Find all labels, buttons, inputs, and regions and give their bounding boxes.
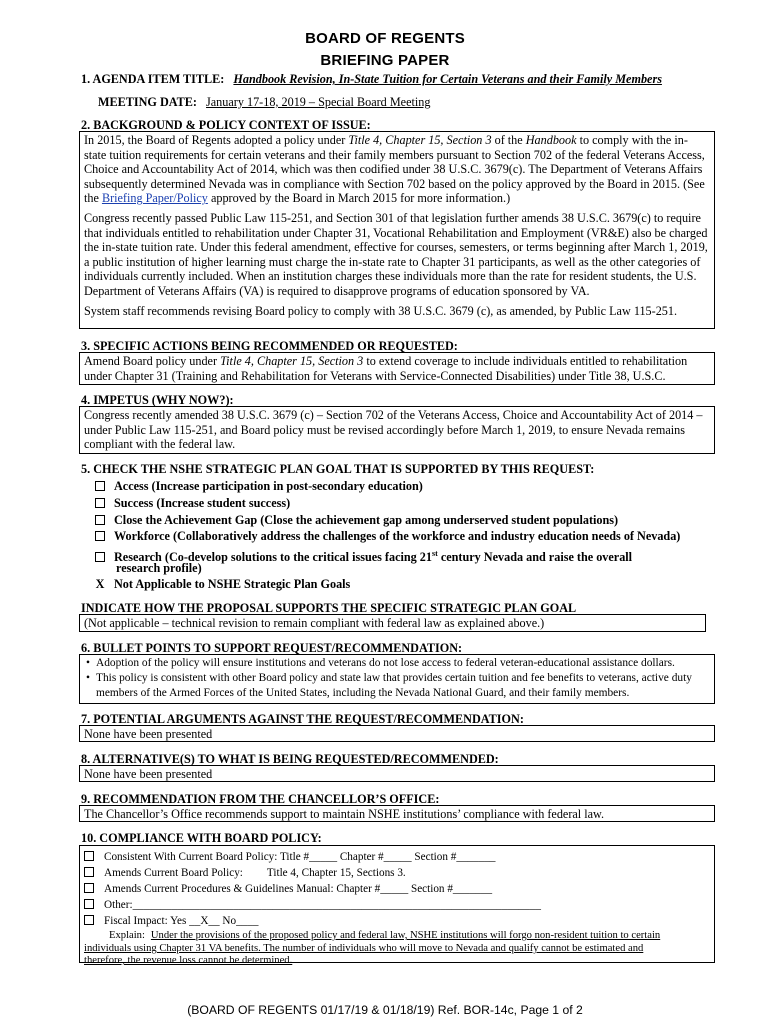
compliance-fiscal-impact-row: Fiscal Impact: Yes __X__ No____ [84, 914, 258, 928]
goal-not-applicable: X Not Applicable to NSHE Strategic Plan Goals [95, 577, 351, 591]
compliance-other-row: Other:_________________________________________________________________________ [84, 898, 541, 912]
section-6-box [79, 654, 715, 704]
agenda-item-title [81, 72, 662, 87]
agenda-label: 1. AGENDA ITEM TITLE: [81, 72, 225, 86]
chancellor-recommendation-text: The Chancellor’s Office recommends support to maintain NSHE institutions’ compliance with federal law. [84, 807, 605, 821]
section-8-heading: 8. ALTERNATIVE(S) TO WHAT IS BEING REQUESTED/RECOMMENDED: [81, 752, 499, 766]
section-2-heading: 2. BACKGROUND & POLICY CONTEXT OF ISSUE: [81, 118, 371, 132]
doc-title: BOARD OF REGENTS [305, 30, 465, 47]
section-3-heading: 3. SPECIFIC ACTIONS BEING RECOMMENDED OR REQUESTED: [81, 339, 458, 353]
section-10-heading: 10. COMPLIANCE WITH BOARD POLICY: [81, 831, 322, 845]
compliance-amends-policy-row: Amends Current Board Policy: Title 4, Chapter 15, Sections 3. [84, 866, 406, 880]
arguments-text: None have been presented [84, 727, 213, 741]
goal-research-checkbox[interactable] [95, 552, 105, 562]
meeting-value: January 17-18, 2019 – Special Board Meeting [206, 95, 431, 109]
section-4-heading: 4. IMPETUS (WHY NOW?): [81, 393, 234, 407]
indicate-box [79, 614, 706, 632]
section-9-box [79, 805, 715, 822]
goal-research: Research (Co-develop solutions to the critical issues facing 21st century Nevada and raise the overall [95, 546, 632, 565]
indicate-heading: INDICATE HOW THE PROPOSAL SUPPORTS THE SPECIFIC STRATEGIC PLAN GOAL [81, 601, 577, 615]
agenda-value: Handbook Revision, In-State Tuition for Certain Veterans and their Family Members [233, 72, 662, 86]
bullet-point-1: • Adoption of the policy will ensure institutions and veterans do not lose access to federal veteran-educational assistance dollars. [84, 656, 710, 670]
doc-subtitle: BRIEFING PAPER [320, 52, 450, 69]
fiscal-explain-line-3: therefore, the revenue loss cannot be determined. [84, 955, 293, 966]
fiscal-explain-line-2: individuals using Chapter 31 VA benefits. The number of individuals who will move to Nevada and qualify cannot be estimated and [84, 943, 644, 954]
section-3-box [79, 352, 715, 385]
page-footer: (BOARD OF REGENTS 01/17/19 & 01/18/19) Ref. BOR-14c, Page 1 of 2 [187, 1003, 583, 1017]
goal-research-cont: research profile) [116, 561, 202, 575]
goal-access: Access (Increase participation in post-secondary education) [95, 479, 423, 494]
briefing-paper-link[interactable]: Briefing Paper/Policy [101, 191, 208, 206]
section-7-box [79, 725, 715, 742]
compliance-consistent-row: Consistent With Current Board Policy: Title #_____ Chapter #_____ Section #_______ [84, 850, 496, 864]
section-4-box [79, 406, 715, 454]
bullet-point-2: • This policy is consistent with other Board policy and state law that provides certain tuition and fee benefits to veterans, active duty members of the Armed Forces of the United States, including the Nevada National Guard, and their family members. [84, 671, 710, 700]
compliance-other-checkbox[interactable] [84, 899, 94, 909]
background-paragraph-1: In 2015, the Board of Regents adopted a policy under Title 4, Chapter 15, Section 3 of the Handbook to comply with the in-state tuition requirements for certain veterans and their family members pursuant to Section 702 of the federal Veterans Access, Choice and Accountability Act of 2014, which was then codified under 38 U.S.C. 3679(c). The Department of Veterans Affairs subsequently determined Nevada was in compliance with Section 702 based on the policy approved by the Board in 2015. (See the Briefing Paper/Policy approved by the Board in March 2015 for more information.) [84, 133, 705, 206]
goal-success-checkbox[interactable] [95, 498, 105, 508]
goal-achievement-gap: Close the Achievement Gap (Close the achievement gap among underserved student populations) [95, 513, 618, 528]
not-applicable-x-mark[interactable]: X [95, 577, 105, 591]
compliance-amends-procedures-checkbox[interactable] [84, 883, 94, 893]
impetus-text: Congress recently amended 38 U.S.C. 3679 (c) – Section 702 of the Veterans Access, Choice and Accountability Act of 2014 – under Public Law 115-251, and Board policy must be revised accordingly before March 1, 2019, to ensure Nevada remains compliant with the federal law. [84, 408, 703, 452]
fiscal-explain-line-1: Explain: Under the provisions of the proposed policy and federal law, NSHE institutions will forgo non-resident tuition to certain [109, 930, 661, 941]
compliance-fiscal-impact-checkbox[interactable] [84, 915, 94, 925]
meeting-date [98, 95, 624, 110]
goal-workforce: Workforce (Collaboratively address the challenges of the workforce and industry education needs of Nevada) [95, 529, 680, 544]
goal-achievement-gap-checkbox[interactable] [95, 515, 105, 525]
recommended-action: Amend Board policy under Title 4, Chapter 15, Section 3 to extend coverage to include individuals entitled to rehabilitation under Chapter 31 (Training and Rehabilitation for Veterans with Service-Connected Disabilities) under Title 38, U.S.C. [84, 354, 688, 383]
goal-success: Success (Increase student success) [95, 496, 290, 511]
alternatives-text: None have been presented [84, 767, 213, 781]
background-paragraph-3: System staff recommends revising Board policy to comply with 38 U.S.C. 3679 (c), as amended, by Public Law 115-251. [84, 303, 678, 318]
background-paragraph-2: Congress recently passed Public Law 115-251, and Section 301 of that legislation further amends 38 U.S.C. 3679(c) to require that individuals entitled to rehabilitation under Chapter 31, Vocational Rehabilitation and Employment (VR&E) also be charged the in-state tuition rate. Under this federal amendment, effective for courses, semesters, or terms beginning after March 1, 2019, a public institution of higher learning must charge the in-state rate to Chapter 31 participants, as well as the other categories of individuals currently included. When an institution charges these individuals more than the rate for resident students, the U.S. Department of Veterans Affairs (VA) is required to disapprove programs of education sponsored by VA. [84, 210, 708, 298]
section-2-box [79, 131, 715, 329]
section-8-box [79, 765, 715, 782]
compliance-consistent-checkbox[interactable] [84, 851, 94, 861]
goal-workforce-checkbox[interactable] [95, 531, 105, 541]
section-6-heading: 6. BULLET POINTS TO SUPPORT REQUEST/RECOMMENDATION: [81, 641, 463, 655]
section-5-heading: 5. CHECK THE NSHE STRATEGIC PLAN GOAL THAT IS SUPPORTED BY THIS REQUEST: [81, 462, 595, 476]
goal-access-checkbox[interactable] [95, 481, 105, 491]
meeting-label: MEETING DATE: [98, 95, 197, 109]
section-7-heading: 7. POTENTIAL ARGUMENTS AGAINST THE REQUEST/RECOMMENDATION: [81, 712, 524, 726]
indicate-text: (Not applicable – technical revision to remain compliant with federal law as explained above.) [84, 616, 545, 630]
compliance-amends-procedures-row: Amends Current Procedures & Guidelines Manual: Chapter #_____ Section #_______ [84, 882, 492, 896]
section-9-heading: 9. RECOMMENDATION FROM THE CHANCELLOR’S OFFICE: [81, 792, 440, 806]
section-10-box [79, 845, 715, 966]
compliance-amends-policy-checkbox[interactable] [84, 867, 94, 877]
